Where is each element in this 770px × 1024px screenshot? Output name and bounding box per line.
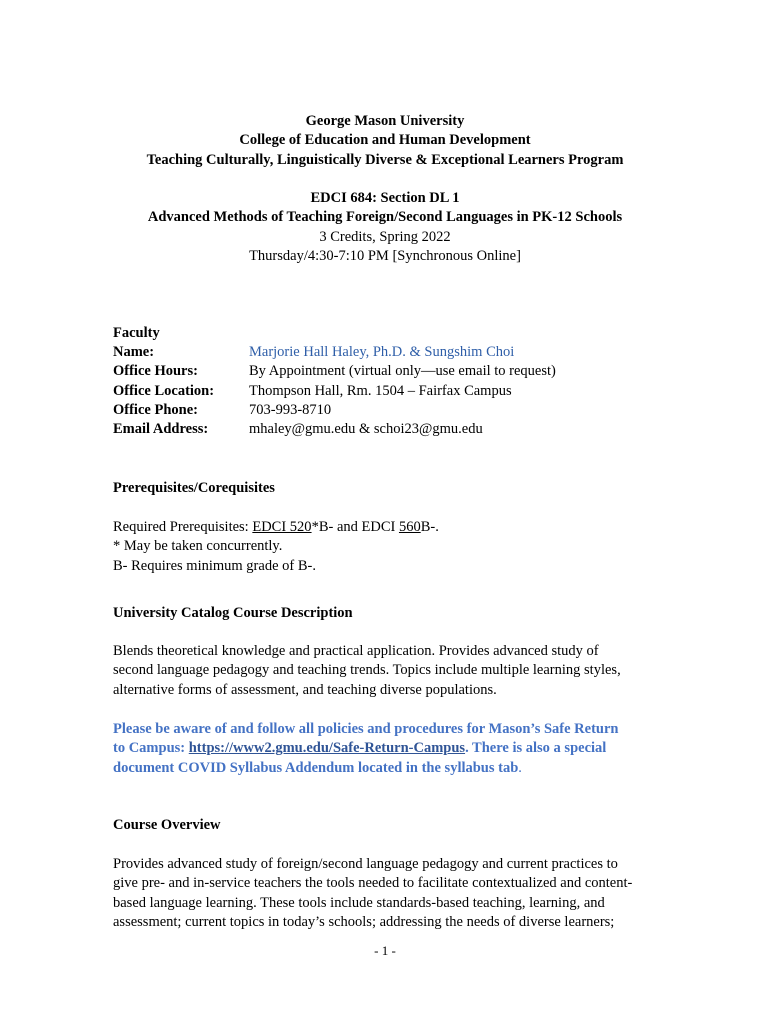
- faculty-label: Office Hours:: [113, 363, 198, 380]
- prereq-prefix: Required Prerequisites:: [113, 519, 253, 535]
- faculty-row-name: [113, 343, 556, 362]
- prereq-line: [113, 518, 658, 537]
- prereq-suffix: B-.: [420, 519, 439, 535]
- catalog-line: alternative forms of assessment, and teaching diverse populations.: [113, 681, 497, 698]
- catalog-description: [113, 642, 658, 700]
- course-title: Advanced Methods of Teaching Foreign/Second Languages in PK-12 Schools: [147, 209, 623, 226]
- course-code: EDCI 684: Section DL 1: [310, 190, 460, 206]
- overview-text: [113, 855, 658, 932]
- document-header: [0, 112, 770, 170]
- notice-line: [113, 739, 658, 758]
- faculty-name-link[interactable]: Marjorie Hall Haley, Ph.D. & Sungshim Choi: [249, 344, 515, 360]
- notice-line: Please be aware of and follow all policies and procedures for Mason’s Safe Return: [113, 721, 619, 737]
- faculty-row-office-hours: [113, 362, 556, 381]
- faculty-value: By Appointment (virtual only—use email to request): [249, 363, 556, 380]
- course-info: [0, 189, 770, 266]
- safe-return-notice: [113, 720, 658, 778]
- faculty-table: [113, 343, 556, 439]
- prereq-text: [113, 518, 658, 576]
- college-name: College of Education and Human Development: [239, 132, 531, 149]
- overview-line: give pre- and in-service teachers the tools needed to facilitate contextualized and content-: [113, 875, 633, 892]
- faculty-row-office-location: [113, 382, 556, 401]
- faculty-value: 703-993-8710: [249, 401, 332, 418]
- overview-heading: Course Overview: [113, 817, 221, 833]
- overview-line: Provides advanced study of foreign/second language pedagogy and current practices to: [113, 856, 618, 872]
- faculty-value: mhaley@gmu.edu & schoi23@gmu.edu: [249, 421, 483, 438]
- overview-line: assessment; current topics in today’s schools; addressing the needs of diverse learners;: [113, 913, 615, 930]
- program-name: Teaching Culturally, Linguistically Diverse & Exceptional Learners Program: [146, 151, 624, 168]
- course-credits: 3 Credits, Spring 2022: [319, 228, 451, 245]
- course-schedule: Thursday/4:30-7:10 PM [Synchronous Online]: [249, 247, 521, 264]
- faculty-label: Office Location:: [113, 382, 215, 399]
- page-number: - 1 -: [374, 943, 396, 958]
- prereq-line: B- Requires minimum grade of B-.: [113, 557, 316, 574]
- notice-text: document COVID Syllabus Addendum located in the syllabus tab: [113, 759, 519, 776]
- catalog-line: Blends theoretical knowledge and practical application. Provides advanced study of: [113, 643, 599, 659]
- faculty-label: Name:: [113, 344, 155, 360]
- overview-line: based language learning. These tools include standards-based teaching, learning, and: [113, 894, 605, 911]
- catalog-heading: University Catalog Course Description: [113, 605, 353, 621]
- prereq-course-link[interactable]: EDCI 520: [252, 519, 312, 535]
- faculty-label: Email Address:: [113, 421, 209, 438]
- catalog-line: second language pedagogy and teaching trends. Topics include multiple learning styles,: [113, 662, 621, 679]
- faculty-heading: Faculty: [113, 325, 160, 341]
- faculty-row-office-phone: [113, 401, 556, 420]
- faculty-row-email: [113, 420, 556, 439]
- faculty-label: Office Phone:: [113, 401, 198, 418]
- prereq-line: * May be taken concurrently.: [113, 538, 283, 555]
- safe-return-link[interactable]: https://www2.gmu.edu/Safe-Return-Campus: [188, 740, 466, 757]
- notice-line: [113, 759, 658, 778]
- notice-suffix: . There is also a special: [465, 740, 607, 757]
- notice-period: .: [518, 759, 522, 776]
- notice-prefix: to Campus:: [113, 740, 189, 757]
- university-name: George Mason University: [305, 113, 465, 129]
- faculty-value: Thompson Hall, Rm. 1504 – Fairfax Campus: [249, 382, 512, 399]
- prereq-mid: *B- and EDCI: [311, 519, 399, 535]
- prereq-course-link[interactable]: 560: [398, 519, 421, 535]
- prereq-heading: Prerequisites/Corequisites: [113, 480, 275, 496]
